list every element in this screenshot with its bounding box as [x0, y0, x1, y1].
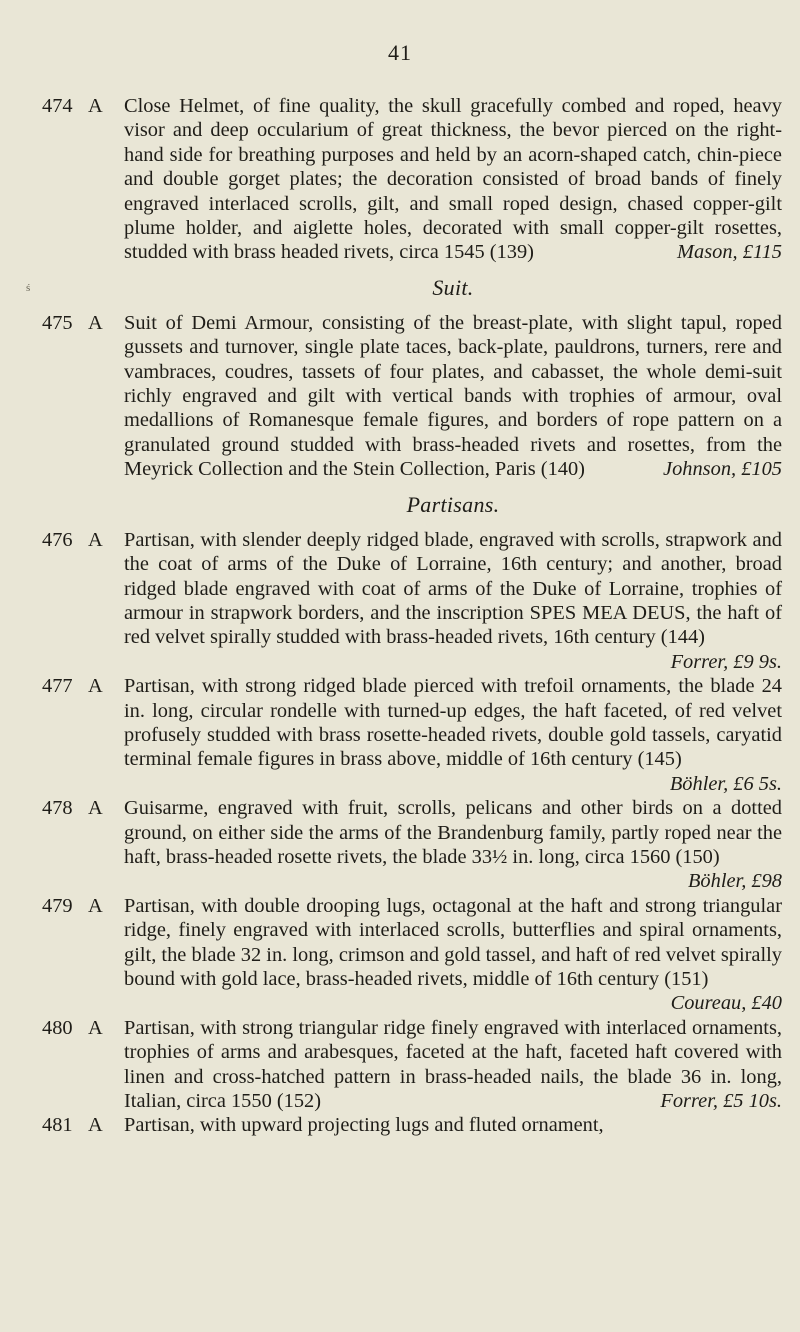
lot-number: 480: [42, 1016, 73, 1039]
lot-article: A: [88, 95, 103, 117]
lot-number: 479: [42, 894, 73, 917]
lot-number: 478: [42, 797, 73, 820]
catalogue-entry: [42, 311, 782, 482]
section-heading-partisans: Partisans.: [406, 491, 500, 517]
lot-article: A: [88, 797, 103, 820]
lot-buyer-price: Böhler, £6 5s.: [669, 772, 782, 795]
lot-buyer-price: Forrer, £9 9s.: [670, 650, 782, 673]
lot-buyer-price: Böhler, £98: [687, 870, 782, 893]
lot-description: Suit of Demi Armour, consisting of the breast-plate, with slight tapul, roped gussets and turnover, single plate taces, back-plate, pauldrons, turners, rere and vambraces, coudres, tassets of four plates, and cabasset, the whole demi-suit richly engraved and gilt with vertical bands with trophies of armour, oval medallions of Romanesque female figures, and borders of rope pattern on a granulated ground studded with brass-headed rivets and rosettes, from the Meyrick Collection and the Stein Collection, Paris (140): [124, 311, 782, 481]
lot-description: Partisan, with slender deeply ridged blade, engraved with scrolls, strapwork and the coat of arms of the Duke of Lorraine, 16th century; and another, broad ridged blade engraved with coat of arms of the Duke of Lorraine, trophies of armour in strapwork borders, and the inscription SPES MEA DEUS, the haft of red velvet spirally studded with brass-headed rivets, 16th century (144): [124, 528, 782, 649]
lot-number: 476: [42, 528, 73, 551]
lot-number: 481: [42, 1114, 73, 1137]
lot-buyer-price: Coureau, £40: [670, 992, 782, 1015]
lot-buyer-price: Mason, £115: [677, 241, 782, 264]
lot-article: A: [88, 1114, 103, 1137]
catalogue-entry: [42, 1113, 782, 1137]
catalogue-entry: [42, 1016, 782, 1114]
lot-number: 477: [42, 675, 73, 698]
catalogue-entry: [42, 796, 782, 894]
lot-description: Partisan, with upward projecting lugs and fluted ornament,: [124, 1114, 604, 1137]
lot-buyer-price: Johnson, £105: [663, 458, 782, 481]
lot-buyer-price: Forrer, £5 10s.: [660, 1090, 782, 1113]
lot-article: A: [88, 675, 103, 698]
lot-number: 475: [42, 311, 73, 334]
lot-article: A: [88, 894, 103, 917]
lot-number: 474: [42, 95, 73, 117]
lot-description: Close Helmet, of fine quality, the skull gracefully combed and roped, heavy visor and deep occularium of great thickness, the bevor pierced on the right-hand side for breathing purposes and held by an acorn-shaped catch, chin-piece and double gorget plates; the decoration consisted of broad bands of finely engraved interlaced scrolls, gilt, and small roped design, chased copper-gilt plume holder, and aiglette holes, decorated with small copper-gilt rosettes, studded with brass headed rivets, circa 1545 (139): [124, 95, 782, 264]
lot-article: A: [88, 311, 103, 334]
catalogue-entry: [42, 894, 782, 1016]
catalogue-entries: [42, 94, 782, 1138]
lot-description: Guisarme, engraved with fruit, scrolls, pelicans and other birds on a dotted ground, on either side the arms of the Brandenburg family, partly roped near the haft, brass-headed rosette rivets, the blade 33½ in. long, circa 1560 (150): [124, 797, 782, 868]
catalogue-entry: [42, 528, 782, 674]
section-heading-suit: Suit.: [432, 274, 474, 300]
catalogue-entry: [42, 94, 782, 265]
lot-description: Partisan, with strong triangular ridge finely engraved with interlaced ornaments, trophies of arms and arabesques, faceted at the haft, faceted haft covered with linen and cross-hatched pattern in brass-headed nails, the blade 36 in. long, Italian, circa 1550 (152): [124, 1016, 782, 1113]
stray-mark: ś: [26, 282, 31, 294]
lot-article: A: [88, 528, 103, 551]
lot-description: Partisan, with strong ridged blade pierced with trefoil ornaments, the blade 24 in. long, circular rondelle with turned-up edges, the haft faceted, of red velvet profusely studded with brass rosette-headed rivets, double gold tassels, caryatid terminal female figures in brass above, middle of 16th century (145): [124, 675, 782, 771]
lot-description: Partisan, with double drooping lugs, octagonal at the haft and strong triangular ridge, finely engraved with interlaced scrolls, butterflies and spiral ornaments, gilt, the blade 32 in. long, crimson and gold tassel, and haft of red velvet spirally bound with gold lace, brass-headed rivets, middle of 16th century (151): [124, 894, 782, 990]
catalogue-entry: [42, 674, 782, 796]
lot-article: A: [88, 1016, 103, 1039]
page-number: 41: [388, 40, 412, 65]
